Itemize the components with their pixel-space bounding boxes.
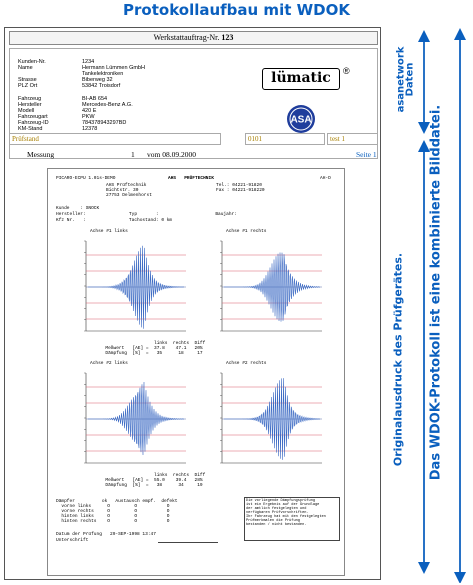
registered-mark: ® [343,66,350,76]
plot-oscillation-trace [88,246,184,329]
unterschrift-label: Unterschrift [56,538,89,543]
daempfer-table: Dämpfer ok Austausch empf. defekt vorne links O O O vorne rechts O O O hinten links O O O hinten rechts O O O [56,499,178,524]
plot-label-a2l: Achse #2 links [90,361,128,366]
messung-label: Messung [27,150,55,159]
plot-oscillation-trace [88,382,184,455]
fahrzeug-row: Hersteller Mercedes-Benz A.G. [18,102,133,108]
side-label-asanetwork: asanetwork [395,46,407,113]
kunde-row: Strasse Biberweg 32 [18,77,113,83]
pruefdatum: Datum der Prüfung 29-SEP-1998 13:47 [56,532,156,537]
fahrzeug-row: Modell 420 E [18,108,97,114]
plot-axle2-left [70,367,192,469]
fahrzeug-row: Fahrzeug BI-AB 654 [18,96,108,102]
signature-line [158,542,218,543]
seite-label: Seite 1 [356,150,377,159]
protocol-document [4,27,381,580]
kunde-row: Name Hermann Lümmen GmbH [18,65,145,71]
printout-company-2: Bichtstr. 30 [106,188,139,193]
plot-axle1-right [206,235,328,337]
printout-kunde: Kunde : SNOCK [56,206,100,211]
auftrag-label: Werkstattauftrag-Nr. [153,33,220,42]
auftrag-number: 123 [221,33,234,42]
page-title: Protokollaufbau mit WDOK [123,1,350,19]
kunde-row: PLZ Ort 53842 Troisdorf [18,83,121,89]
printout-kfz: Kfz Nr. : Tachostand: 0 km [56,218,173,223]
result-table-2: links rechts Diff Meßwert [AE] = 55.0 39.4 28% Dämpfung [%] = 38 34 19 [105,473,206,488]
fahrzeug-row: KM-Stand 12378 [18,126,98,132]
asa-logo-icon [286,104,316,134]
plot-axle1-left [70,235,192,337]
werkstattauftrag-header [9,31,378,45]
fahrzeug-row: Fahrzeug-ID 784378943297BD [18,120,127,126]
plot-label-a1r: Achse #1 rechts [226,229,267,234]
lumatic-logo: lümatic [262,68,340,90]
printout-header-mid: AHS PRÜFTECHNIK [168,176,214,181]
kunde-row: Kunden-Nr. 1234 [18,59,95,65]
code-field: 0101 [245,133,325,145]
printout-hersteller: Hersteller: Typ : Baujahr: [56,212,237,217]
messung-line [9,148,378,159]
plot-axle2-right [206,367,328,469]
messung-nr: 1 [131,150,135,159]
plot-label-a1l: Achse #1 links [90,229,128,234]
printout-fax: Fax : 04221-918220 [216,188,265,193]
result-table-1: links rechts Diff Meßwert [AE] = 37.8 47.1 20% Dämpfung [%] = 35 18 17 [105,341,206,356]
side-label-original: Originalausdruck des Prüfgerätes. [391,252,405,467]
notice-box: Die vorliegende Dämpfungsprüfung ist ein Ergebnis auf der Grundlage der amtlich festgelegten und verfügbaren Prüfvorschriften. Ihr Fahrzeug hat mit den festgelegten Prüfmerkmalen die Prüfung bestanden / nicht bestanden. [244,497,340,541]
plot-label-a2r: Achse #2 rechts [226,361,267,366]
printout-company-1: AHS Prüftechnik [106,183,147,188]
side-label-wdok: Das WDOK-Protokoll ist eine kombinierte Bilddatei. [428,104,444,481]
kunde-row: Tankelektroniken [82,71,124,77]
printout-header-right: AH-D [320,176,331,181]
original-printout [47,168,345,576]
fahrzeug-row: Fahrzeugart PKW [18,114,95,120]
printout-header-left: PICARO-ECPU 1.01s-DEMO [56,176,116,181]
printout-company-3: 27753 Delmenhorst [106,193,152,198]
status-bar [9,133,378,146]
messung-datum: vom 08.09.2000 [147,150,196,159]
printout-tel: Tel.: 04221-91820 [216,183,262,188]
plot-oscillation-trace [224,378,320,460]
test-field: test 1 [327,133,378,145]
pruefstand-field: Prüfstand [9,133,221,145]
asa-logo-text: ASA [290,114,312,126]
side-label-daten: Daten [404,62,416,97]
